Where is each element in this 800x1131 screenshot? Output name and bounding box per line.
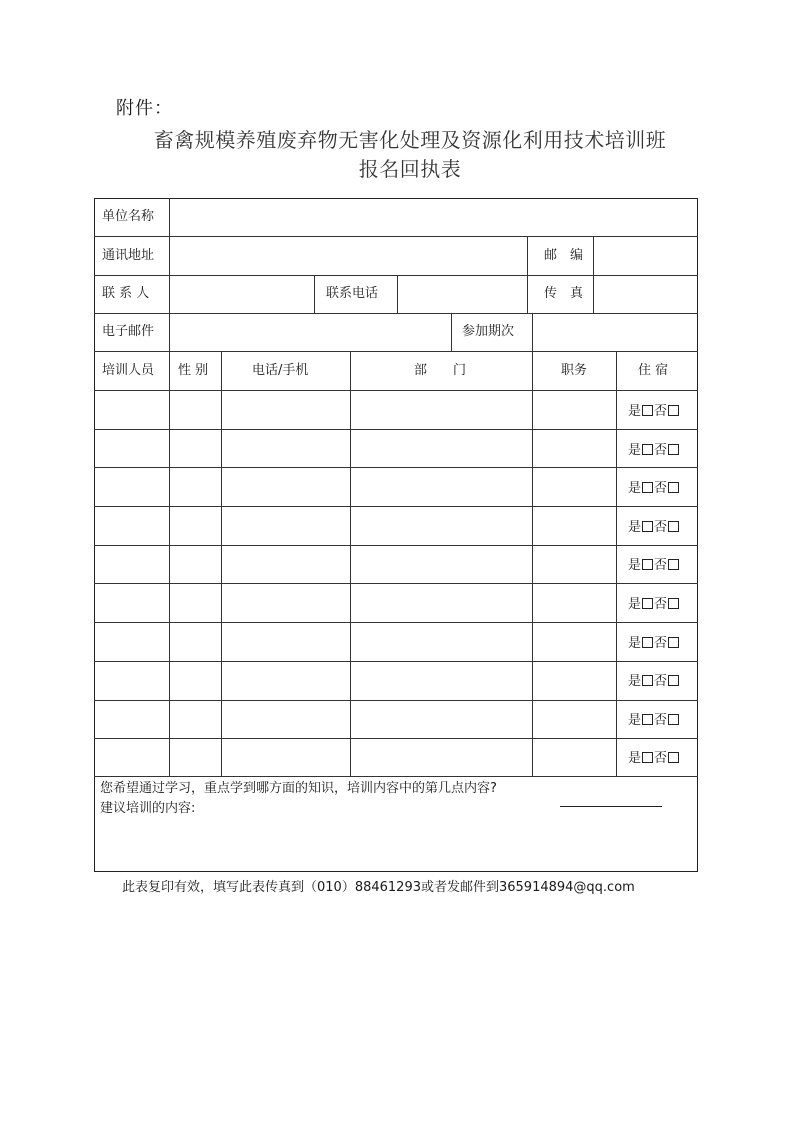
lodging-no-checkbox[interactable] [668,752,679,763]
col-divider [616,351,617,776]
lodging-no-label: 否 [654,674,668,689]
form-title-line1: 畜禽规模养殖废弃物无害化处理及资源化利用技术培训班 [153,128,667,152]
col-divider [532,351,533,776]
postcode-field[interactable] [596,238,698,275]
row-divider [94,700,698,701]
lodging-no-label: 否 [654,520,668,535]
training-interest-question: 您希望通过学习，重点学到哪方面的知识，培训内容中的第几点内容? [100,781,497,796]
attachment-label: 附件： [116,98,173,119]
lodging-yes-label: 是 [628,443,642,458]
lodging-no-checkbox[interactable] [668,521,679,532]
lodging-no-label: 否 [654,597,668,612]
lodging-no-label: 否 [654,404,668,419]
lodging-yes-checkbox[interactable] [642,444,653,455]
label-email: 电子邮件 [102,324,155,339]
lodging-no-label: 否 [654,636,668,651]
lodging-yes-checkbox[interactable] [642,405,653,416]
footer-note: 此表复印有效，填写此表传真到（010）88461293或者发邮件到365914894@qq.com [122,880,635,895]
lodging-yes-checkbox[interactable] [642,637,653,648]
lodging-no-label: 否 [654,751,668,766]
col-header-position: 职务 [561,363,588,378]
email-field[interactable] [172,315,452,351]
label-unit-name: 单位名称 [102,209,155,224]
lodging-no-checkbox[interactable] [668,444,679,455]
label-session: 参加期次 [462,324,515,339]
row-divider [94,545,698,546]
lodging-checkbox-group[interactable] [628,713,680,729]
lodging-no-checkbox[interactable] [668,559,679,570]
lodging-no-checkbox[interactable] [668,637,679,648]
row-divider [94,738,698,739]
col-divider [397,275,398,313]
col-divider [169,351,170,776]
lodging-checkbox-group[interactable] [628,636,680,652]
lodging-yes-label: 是 [628,636,642,651]
row-divider [94,351,698,352]
lodging-checkbox-group[interactable] [628,597,680,613]
row-divider [94,776,698,777]
lodging-no-checkbox[interactable] [668,675,679,686]
session-field[interactable] [535,315,698,351]
col-divider [221,351,222,776]
lodging-no-label: 否 [654,558,668,573]
lodging-yes-checkbox[interactable] [642,559,653,570]
lodging-yes-label: 是 [628,481,642,496]
row-divider [94,275,698,276]
lodging-yes-label: 是 [628,751,642,766]
lodging-yes-label: 是 [628,713,642,728]
lodging-checkbox-group[interactable] [628,481,680,497]
lodging-yes-label: 是 [628,404,642,419]
col-divider [169,198,170,351]
lodging-no-checkbox[interactable] [668,405,679,416]
row-divider [94,467,698,468]
fax-field[interactable] [596,277,698,313]
lodging-no-label: 否 [654,713,668,728]
lodging-checkbox-group[interactable] [628,443,680,459]
address-field[interactable] [172,238,528,275]
lodging-yes-checkbox[interactable] [642,482,653,493]
lodging-yes-label: 是 [628,674,642,689]
lodging-yes-checkbox[interactable] [642,714,653,725]
lodging-checkbox-group[interactable] [628,520,680,536]
form-title-line2: 报名回执表 [358,157,462,181]
lodging-no-label: 否 [654,443,668,458]
lodging-checkbox-group[interactable] [628,751,680,767]
col-divider [532,313,533,351]
lodging-checkbox-group[interactable] [628,558,680,574]
answer-underline [560,806,662,807]
suggestion-label: 建议培训的内容: [100,801,196,816]
row-divider [94,506,698,507]
lodging-yes-checkbox[interactable] [642,675,653,686]
col-divider [350,351,351,776]
lodging-no-checkbox[interactable] [668,598,679,609]
col-header-gender: 性 别 [178,363,209,378]
contact-phone-field[interactable] [400,277,528,313]
label-fax: 传 真 [544,286,584,301]
row-divider [94,622,698,623]
contact-field[interactable] [172,277,315,313]
col-header-lodging: 住 宿 [638,363,669,378]
lodging-yes-checkbox[interactable] [642,521,653,532]
label-contact-phone: 联系电话 [326,286,379,301]
row-divider [94,390,698,391]
lodging-checkbox-group[interactable] [628,674,680,690]
unit-name-field[interactable] [172,200,696,236]
row-divider [94,429,698,430]
row-divider [94,236,698,237]
lodging-yes-checkbox[interactable] [642,752,653,763]
row-divider [94,661,698,662]
lodging-no-checkbox[interactable] [668,482,679,493]
lodging-no-checkbox[interactable] [668,714,679,725]
label-postcode: 邮 编 [544,248,584,263]
col-header-department: 部 门 [414,363,467,378]
col-header-phone: 电话/手机 [252,363,309,378]
row-divider [94,313,698,314]
lodging-yes-label: 是 [628,558,642,573]
col-header-trainee: 培训人员 [102,363,155,378]
label-contact: 联 系 人 [102,286,150,301]
lodging-checkbox-group[interactable] [628,404,680,420]
suggestion-field[interactable] [100,820,694,870]
row-divider [94,583,698,584]
lodging-yes-label: 是 [628,520,642,535]
label-address: 通讯地址 [102,248,155,263]
lodging-no-label: 否 [654,481,668,496]
lodging-yes-checkbox[interactable] [642,598,653,609]
col-divider [593,236,594,313]
lodging-yes-label: 是 [628,597,642,612]
